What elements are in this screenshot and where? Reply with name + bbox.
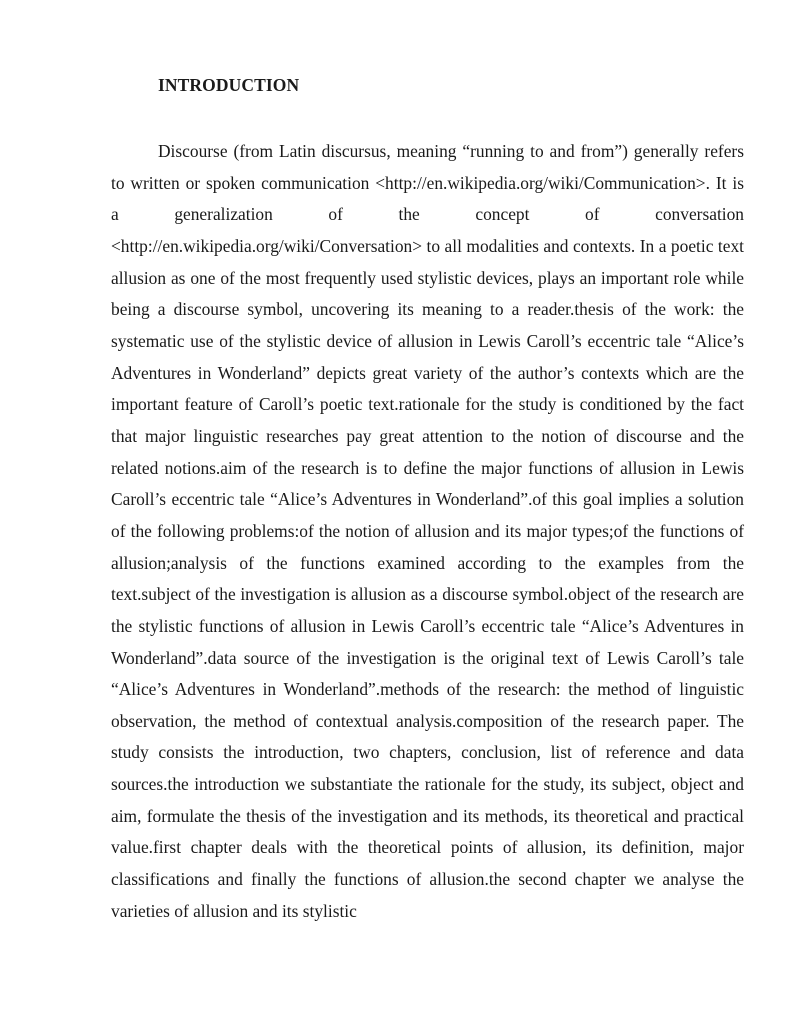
body-paragraph: Discourse (from Latin discursus, meaning “running to and from”) generally refers to written or spoken communication <http://en.wikipedia.org/wiki/Communication>. It is a generalization of the concept of conversation <http://en.wikipedia.org/wiki/Conversation> to all modalities and contexts. In a poetic text allusion as one of the most frequently used stylistic devices, plays an important role while being a discourse symbol, uncovering its meaning to a reader.thesis of the work: the systematic use of the stylistic device of allusion in Lewis Caroll’s eccentric tale “Alice’s Adventures in Wonderland” depicts great variety of the author’s contexts which are the important feature of Caroll’s poetic text.rationale for the study is conditioned by the fact that major linguistic researches pay great attention to the notion of discourse and the related notions.aim of the research is to define the major functions of allusion in Lewis Caroll’s eccentric tale “Alice’s Adventures in Wonderland”.of this goal implies a solution of the following problems:of the notion of allusion and its major types;of the functions of allusion;analysis of the functions examined according to the examples from the text.subject of the investigation is allusion as a discourse symbol.object of the research are the stylistic functions of allusion in Lewis Caroll’s eccentric tale “Alice’s Adventures in Wonderland”.data source of the investigation is the original text of Lewis Caroll’s tale “Alice’s Adventures in Wonderland”.methods of the research: the method of linguistic observation, the method of contextual analysis.composition of the research paper. The study consists the introduction, two chapters, conclusion, list of reference and data sources.the introduction we substantiate the rationale for the study, its subject, object and aim, formulate the thesis of the investigation and its methods, its theoretical and practical value.first chapter deals with the theoretical points of allusion, its definition, major classifications and finally the functions of allusion.the second chapter we analyse the varieties of allusion and its stylistic bbox=[111, 141, 744, 921]
section-heading: INTRODUCTION bbox=[158, 75, 300, 95]
